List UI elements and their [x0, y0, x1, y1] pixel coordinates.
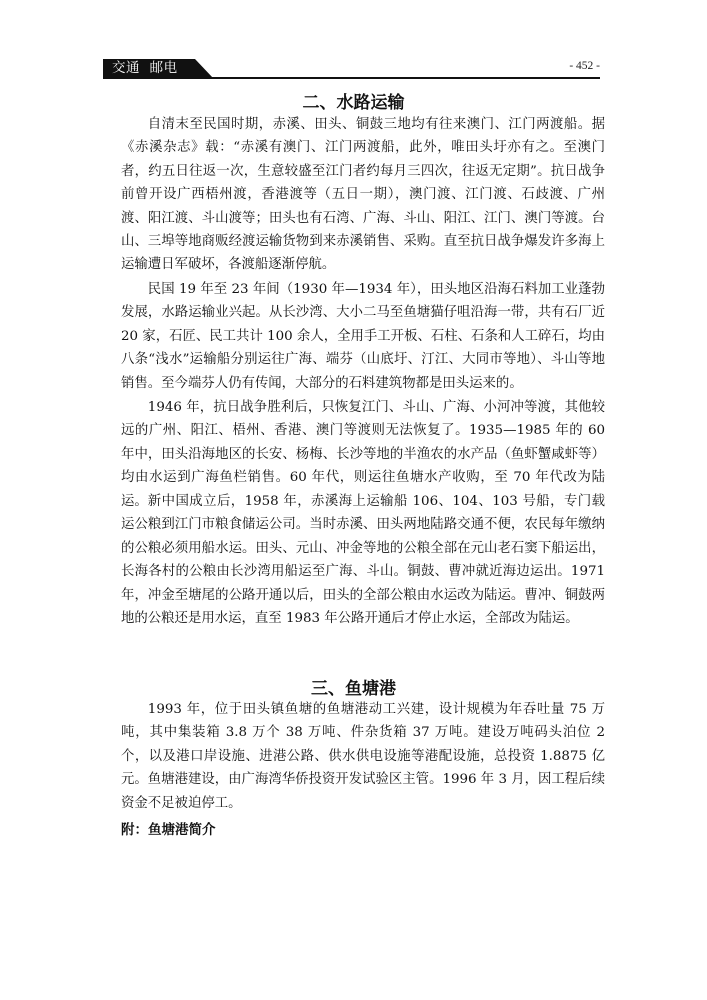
section-title-waterway: 二、水路运输	[302, 93, 405, 113]
page-number: - 452 -	[569, 60, 600, 72]
paragraph: 新中国成立后，1958 年，赤溪海上运输船 106、104、103 号船，专门载运公粮到江门市粮食储运公司。当时赤溪、田头两地陆路交通不便，农民每年缴纳的公粮必须用船水运。田头、元山、冲金等地的公粮全部在元山老石窦下船运出，长海各村的公粮由长沙湾用船运至广海、斗山。铜鼓、曹冲就近海边运出。1971 年，冲金至塘尾的公路开通以后，田头的全部公粮由水运改为陆运。曹冲、铜鼓两地的公粮还是用水运，直至 1983 年公路开通后才停止水运，全部改为陆运。	[121, 494, 605, 627]
header-rule	[103, 77, 600, 79]
appendix-label: 附：鱼塘港简介	[121, 822, 216, 838]
paragraph: 民国 19 年至 23 年间（1930 年—1934 年），田头地区沿海石料加工业蓬勃发展，水路运输业兴起。从长沙湾、大小二马至鱼塘猫仔咀沿海一带，共有石厂近 20 家，石匠、民工共计 100 余人，全用手工开板、石柱、石条和人工碎石，均由八条“浅水”运输船分别运往广海、端芬（山底圩、汀江、大同市等地）、斗山等地销售。至今端芬人仍有传闻，大部分的石料建筑物都是田头运来的。	[121, 282, 605, 391]
paragraph: 自清末至民国时期，赤溪、田头、铜鼓三地均有往来澳门、江门两渡船。据《赤溪杂志》载：“赤溪有澳门、江门两渡船，此外，唯田头圩亦有之。至澳门者，约五日往返一次，生意较盛至江门者约每月三四次，往返无定期”。抗日战争前曾开设广西梧州渡，香港渡等（五日一期），澳门渡、江门渡、石歧渡、广州渡、阳江渡、斗山渡等；田头也有石湾、广海、斗山、阳江、江门、澳门等渡。台山、三埠等地商贩经渡运输货物到来赤溪销售、采购。直至抗日战争爆发许多海上运输遭日军破坏，各渡船逐渐停航。	[121, 117, 605, 273]
paragraph: 1993 年，位于田头镇鱼塘的鱼塘港动工兴建，设计规模为年吞吐量 75 万吨，其中集装箱 3.8 万个 38 万吨、件杂货箱 37 万吨。建设万吨码头泊位 2 个，以及港口岸设施、进港公路、供水供电设施等港配设施，总投资 1.8875 亿元。鱼塘港建设，由广海湾华侨投资开发试验区主管。1996 年 3 月，因工程后续资金不足被迫停工。	[121, 702, 605, 811]
paragraph: 1946 年，抗日战争胜利后，只恢复江门、斗山、广海、小河冲等渡，其他较远的广州、阳江、梧州、香港、澳门等渡则无法恢复了。1935—1985 年的 60 年中，田头沿海地区的长安、杨梅、长沙等地的半渔农的水产品（鱼虾蟹咸虾等）均由水运到广海鱼栏销售。60 年代，则运往鱼塘水产收购，至 70 年代改为陆运。	[121, 400, 605, 509]
section-title-yutang-port: 三、鱼塘港	[311, 679, 396, 699]
chapter-tab-label: 交通 邮电	[112, 60, 178, 76]
